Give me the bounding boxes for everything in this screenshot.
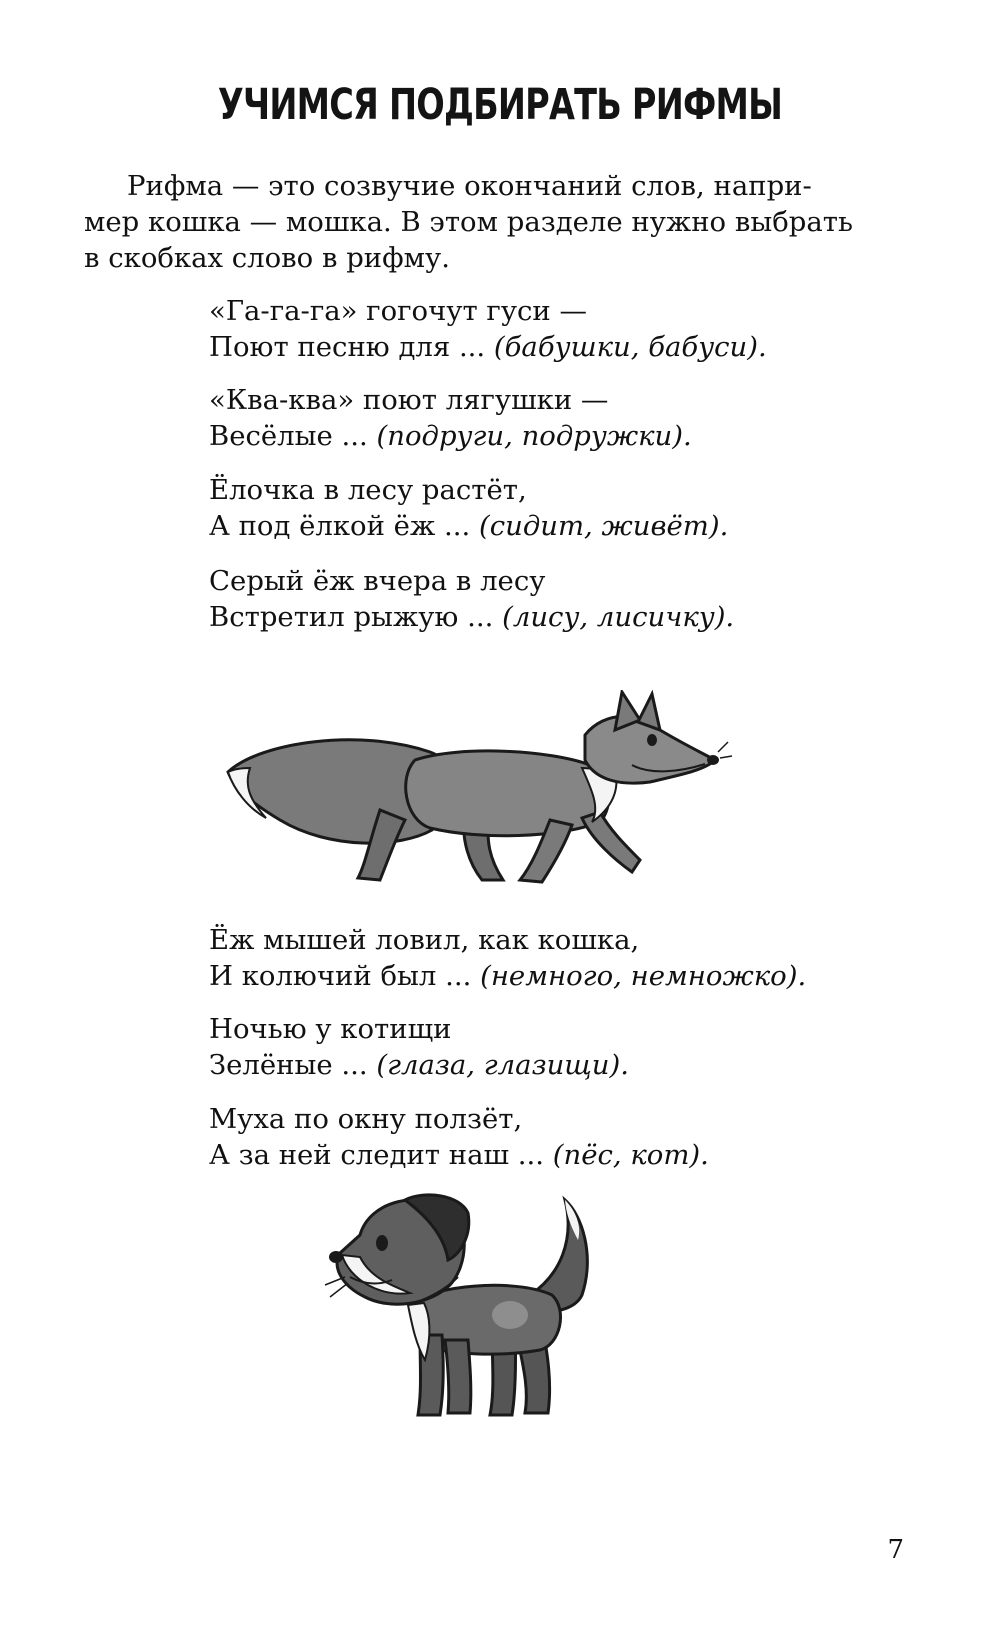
dog-illustration-icon — [320, 1185, 620, 1435]
verse-line-text: Встретил рыжую ... — [209, 601, 494, 633]
verse-line-text: Весёлые ... — [209, 420, 368, 452]
intro-line: мер кошка — мошка. В этом разделе нужно выбрать — [84, 206, 853, 238]
verse-line — [209, 1047, 629, 1083]
page-title: УЧИМСЯ ПОДБИРАТЬ РИФМЫ — [217, 80, 783, 130]
verse-line: Ёлочка в лесу растёт, — [209, 474, 527, 506]
verse-options: (бабушки, бабуси). — [493, 331, 767, 363]
verse-line-text: Зелёные ... — [209, 1049, 368, 1081]
fox-illustration-icon — [220, 690, 750, 920]
page-number: 7 — [887, 1535, 904, 1565]
verse-line — [209, 1137, 709, 1173]
verse-line — [209, 418, 692, 454]
verse-1 — [209, 293, 767, 365]
verse-2 — [209, 382, 692, 454]
verse-7 — [209, 1101, 709, 1173]
verse-line: Муха по окну ползёт, — [209, 1103, 523, 1135]
intro-line: в скобках слово в рифму. — [84, 242, 450, 274]
verse-line: Ёж мышей ловил, как кошка, — [209, 924, 640, 956]
verse-line-text: А за ней следит наш ... — [209, 1139, 544, 1171]
verse-options: (пёс, кот). — [552, 1139, 709, 1171]
verse-line: «Ква-ква» поют лягушки — — [209, 384, 609, 416]
verse-line: Ночью у котищи — [209, 1013, 452, 1045]
verse-options: (лису, лисичку). — [502, 601, 735, 633]
verse-options: (сидит, живёт). — [478, 510, 729, 542]
verse-line: Серый ёж вчера в лесу — [209, 565, 546, 597]
verse-line — [209, 958, 806, 994]
verse-4 — [209, 563, 734, 635]
verse-line-text: И колючий был ... — [209, 960, 472, 992]
verse-line — [209, 329, 767, 365]
verse-5 — [209, 922, 806, 994]
verse-options: (подруги, подружки). — [376, 420, 692, 452]
verse-line: «Га-га-га» гогочут гуси — — [209, 295, 587, 327]
verse-line — [209, 599, 734, 635]
verse-line-text: Поют песню для ... — [209, 331, 486, 363]
intro-line: Рифма — это созвучие окончаний слов, напри- — [127, 170, 812, 202]
verse-line-text: А под ёлкой ёж ... — [209, 510, 471, 542]
verse-3 — [209, 472, 728, 544]
verse-options: (глаза, глазищи). — [376, 1049, 629, 1081]
intro-paragraph — [84, 168, 916, 276]
verse-line — [209, 508, 728, 544]
verse-options: (немного, немножко). — [480, 960, 807, 992]
verse-6 — [209, 1011, 629, 1083]
